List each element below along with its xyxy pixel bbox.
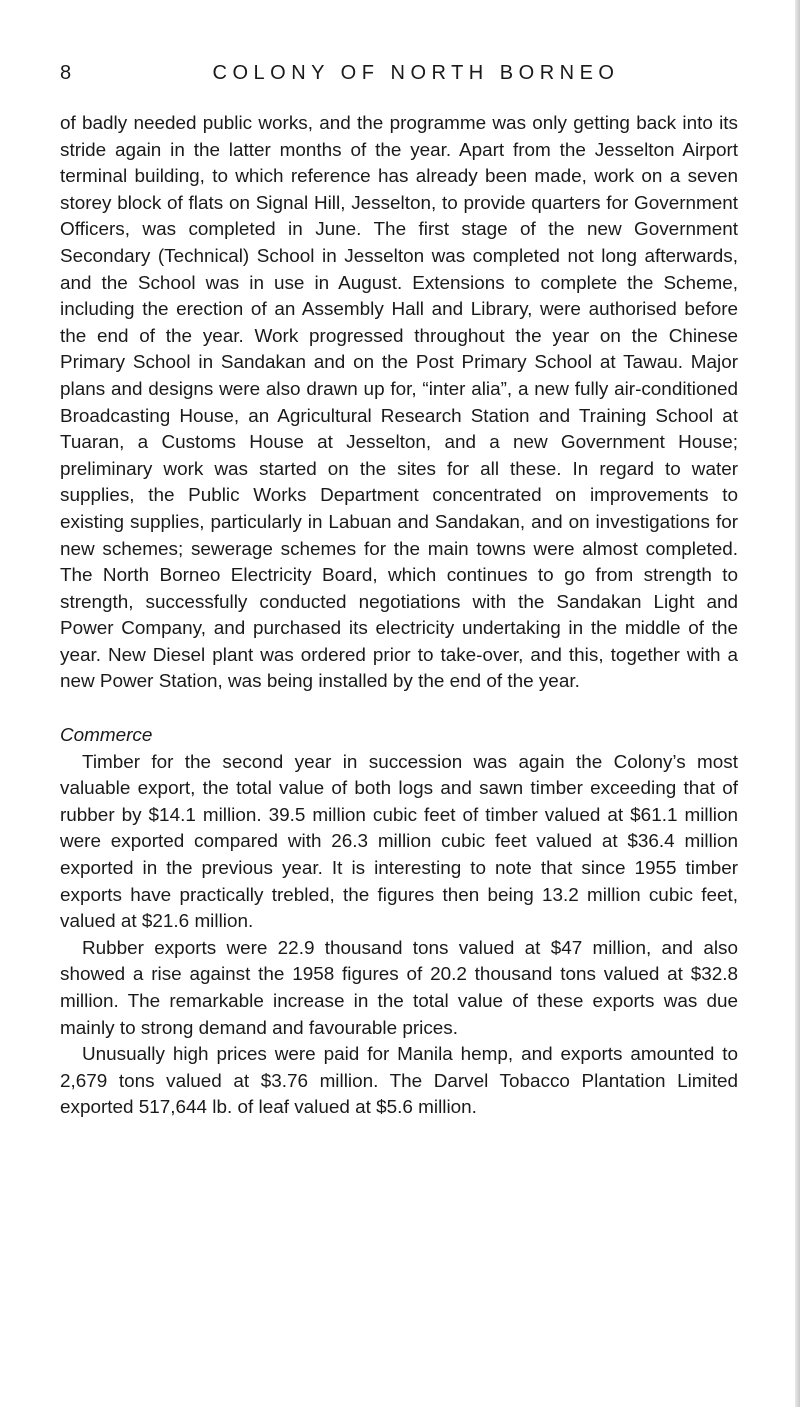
running-title: COLONY OF NORTH BORNEO <box>212 62 620 84</box>
paragraph-rubber: Rubber exports were 22.9 thousand tons valued at $47 million, and also showed a rise against the 1958 figures of 20.2 thousand tons valued at $32.8 million. The remarkable increase in the total value of these exports was due mainly to strong demand and favourable prices. <box>60 937 738 1039</box>
page-body <box>60 111 738 1122</box>
continuation-paragraph: of badly needed public works, and the programme was only getting back into its stride again in the latter months of the year. Apart from the Jesselton Airport terminal building, to which reference has already been made, work on a seven storey block of flats on Signal Hill, Jesselton, to provide quarters for Government Officers, was completed in June. The first stage of the new Government Secondary (Technical) School in Jesselton was completed not long afterwards, and the School was in use in August. Extensions to complete the Scheme, including the erection of an Assembly Hall and Library, were authorised before the end of the year. Work progressed throughout the year on the Chinese Primary School in Sandakan and on the Post Primary School at Tawau. Major plans and designs were also drawn up for, “inter alia”, a new fully air-conditioned Broadcasting House, an Agricultural Research Station and Training School at Tuaran, a Customs House at Jesselton, and a new Government House; preliminary work was started on the sites for all these. In regard to water supplies, the Public Works Department concentrated on improvements to existing supplies, particularly in Labuan and Sandakan, and on investigations for new schemes; sewerage schemes for the main towns were almost completed. The North Borneo Electricity Board, which continues to go from strength to strength, successfully conducted negotiations with the Sandakan Light and Power Company, and purchased its electricity undertaking in the middle of the year. New Diesel plant was ordered prior to take-over, and this, together with a new Power Station, was being installed by the end of the year. <box>60 113 738 693</box>
section-heading-commerce: Commerce <box>60 725 153 747</box>
paragraph-hemp-tobacco: Unusually high prices were paid for Manila hemp, and exports amounted to 2,679 tons valued at $3.76 million. The Darvel Tobacco Plantation Limited exported 517,644 lb. of leaf valued at $5.6 million. <box>60 1044 738 1119</box>
paragraph-timber: Timber for the second year in succession was again the Colony’s most valuable export, the total value of both logs and sawn timber exceeding that of rubber by $14.1 million. 39.5 million cubic feet of timber valued at $61.1 million were exported compared with 26.3 million cubic feet valued at $36.4 million exported in the previous year. It is interesting to note that since 1955 timber exports have practically trebled, the figures then being 13.2 million cubic feet, valued at $21.6 million. <box>60 751 738 933</box>
page-edge-shadow <box>795 0 800 1407</box>
page-number: 8 <box>60 62 72 84</box>
page-header <box>60 62 760 94</box>
